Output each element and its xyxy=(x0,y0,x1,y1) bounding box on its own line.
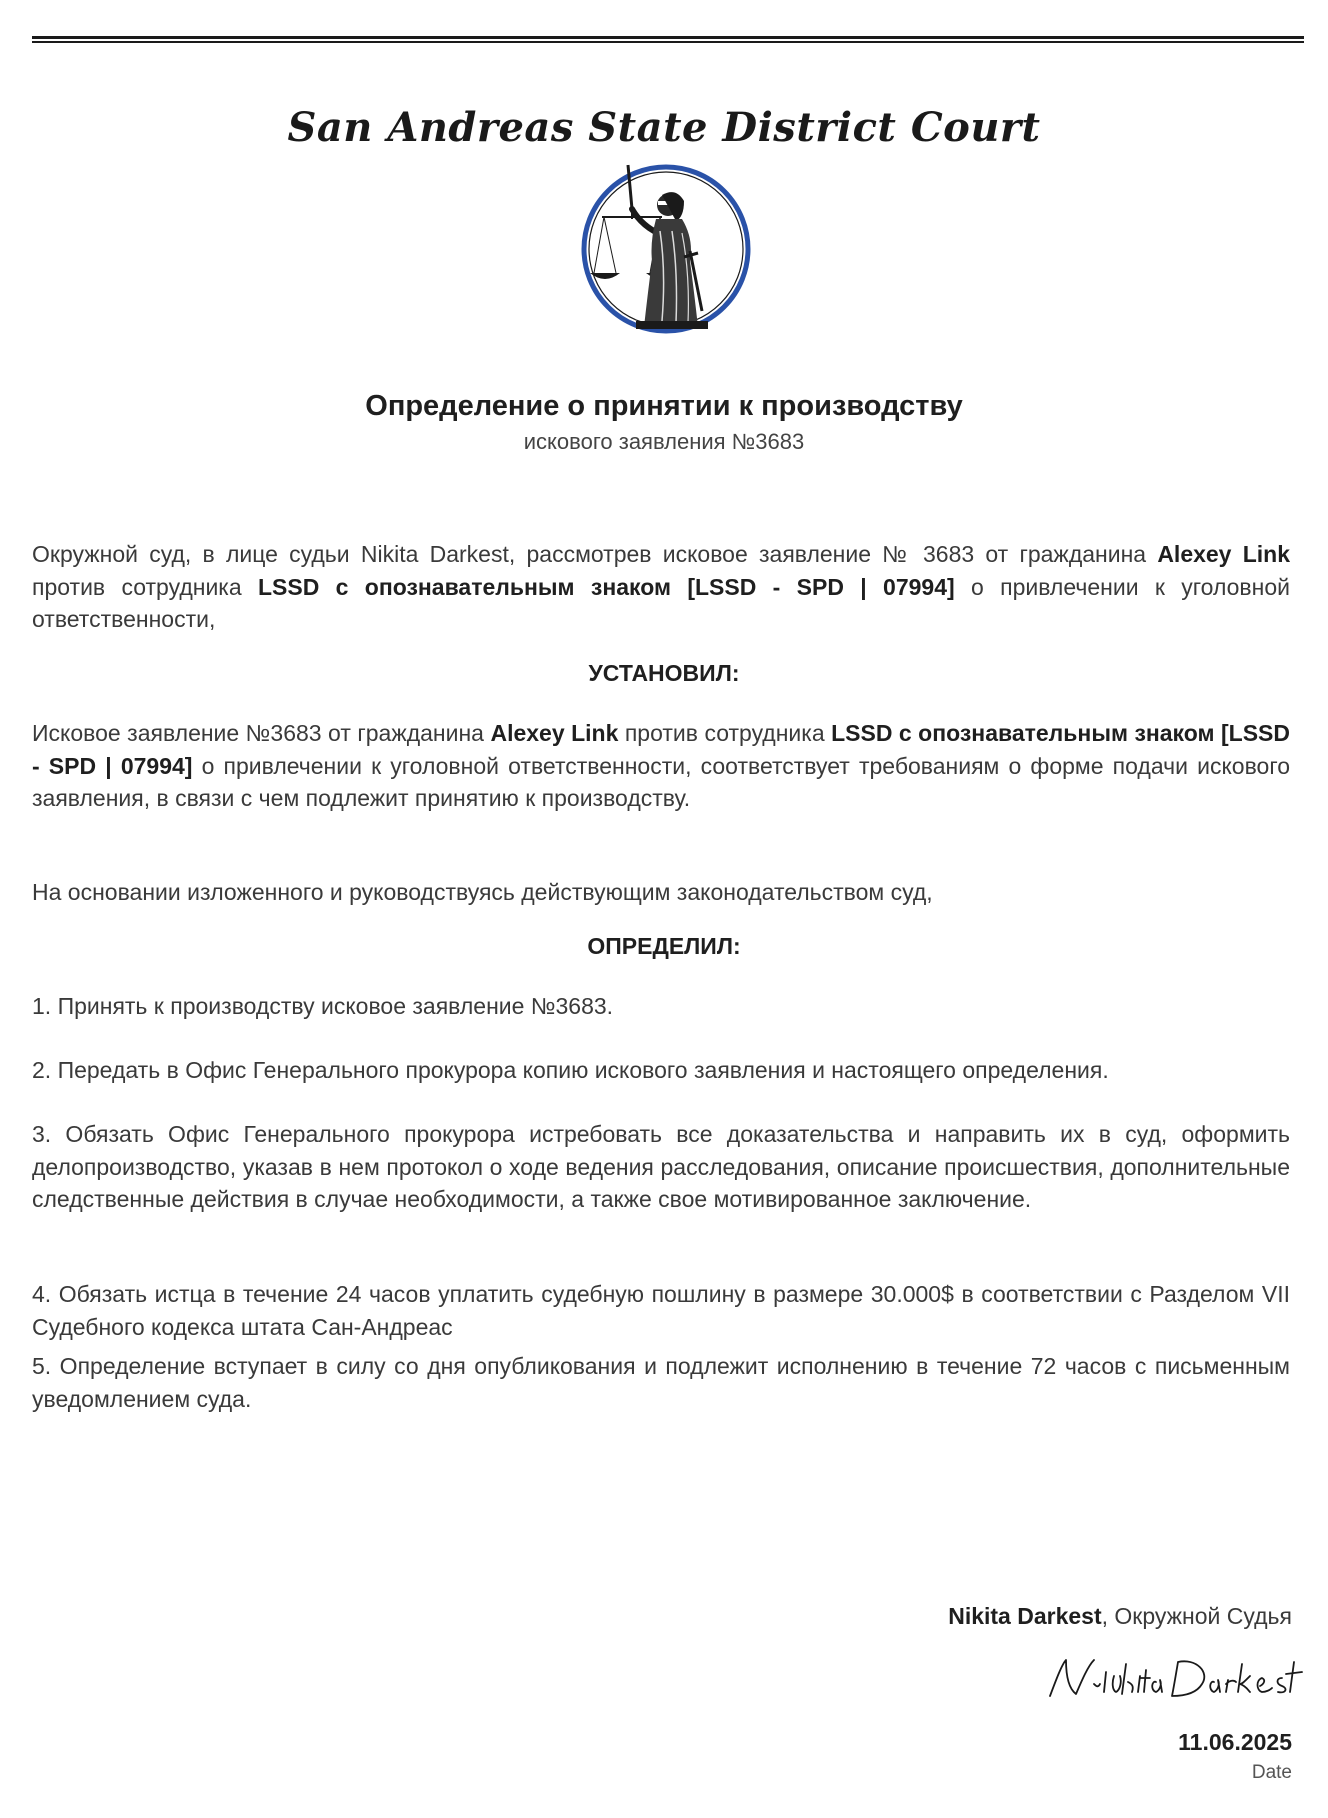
established-heading: УСТАНОВИЛ: xyxy=(588,660,740,686)
basis-paragraph: На основании изложенного и руководствуясь действующим законодательством суд, xyxy=(32,879,933,905)
established-paragraph: Исковое заявление №3683 от гражданина Alexey Link против сотрудника LSSD с опознавательным знаком [LSSD - SPD | 07994] о привлечении к уголовной ответственности, соответствует требованиям о форме подачи искового заявления, в связи с чем подлежит принятию к производству. xyxy=(32,720,1291,811)
decision-item: 4. Обязать истца в течение 24 часов уплатить судебную пошлину в размере 30.000$ в соответствии с Разделом VII Судебного кодекса штата Сан-Андреас xyxy=(32,1281,1290,1340)
decision-item: 2. Передать в Офис Генерального прокурора копию искового заявления и настоящего определения. xyxy=(32,1057,1109,1083)
handwritten-signature xyxy=(1036,1650,1306,1710)
judge-name: Nikita Darkest xyxy=(948,1603,1102,1629)
document-subtitle: искового заявления №3683 xyxy=(523,429,805,454)
decision-item: 1. Принять к производству исковое заявление №3683. xyxy=(32,993,614,1019)
intro-paragraph: Окружной суд, в лице судьи Nikita Darkest, рассмотрев исковое заявление № 3683 от гражданина Alexey Link против сотрудника LSSD с опознавательным знаком [LSSD - SPD | 07994] о привлечении к уголовной ответственности, xyxy=(32,541,1290,632)
decision-item: 5. Определение вступает в силу со дня опубликования и подлежит исполнению в течение 72 часов с письменным уведомлением суда. xyxy=(32,1353,1290,1412)
plaintiff-name: Alexey Link xyxy=(490,720,619,746)
document-date: 11.06.2025 xyxy=(1178,1729,1292,1755)
judge-credit xyxy=(948,1603,1292,1630)
court-name-heading: San Andreas State District Court xyxy=(287,104,1041,151)
date-label: Date xyxy=(1251,1762,1292,1783)
document-title: Определение о принятии к производству xyxy=(365,390,963,422)
decided-heading: ОПРЕДЕЛИЛ: xyxy=(587,933,741,959)
plaintiff-name: Alexey Link xyxy=(1157,541,1290,567)
lady-justice-seal-icon xyxy=(580,161,752,337)
judge-title: , Окружной Судья xyxy=(1101,1603,1292,1629)
defendant-name: LSSD с опознавательным знаком [LSSD - SPD | 07994] xyxy=(32,720,1291,779)
decision-item: 3. Обязать Офис Генерального прокурора истребовать все доказательства и направить их в суд, оформить делопроизводство, указав в нем протокол о ходе ведения расследования, описание происшествия, дополнительные следственные действия в случае необходимости, а также свое мотивированное заключение. xyxy=(32,1121,1290,1212)
top-double-rule xyxy=(32,36,1304,43)
defendant-name: LSSD с опознавательным знаком [LSSD - SPD | 07994] xyxy=(257,573,955,600)
